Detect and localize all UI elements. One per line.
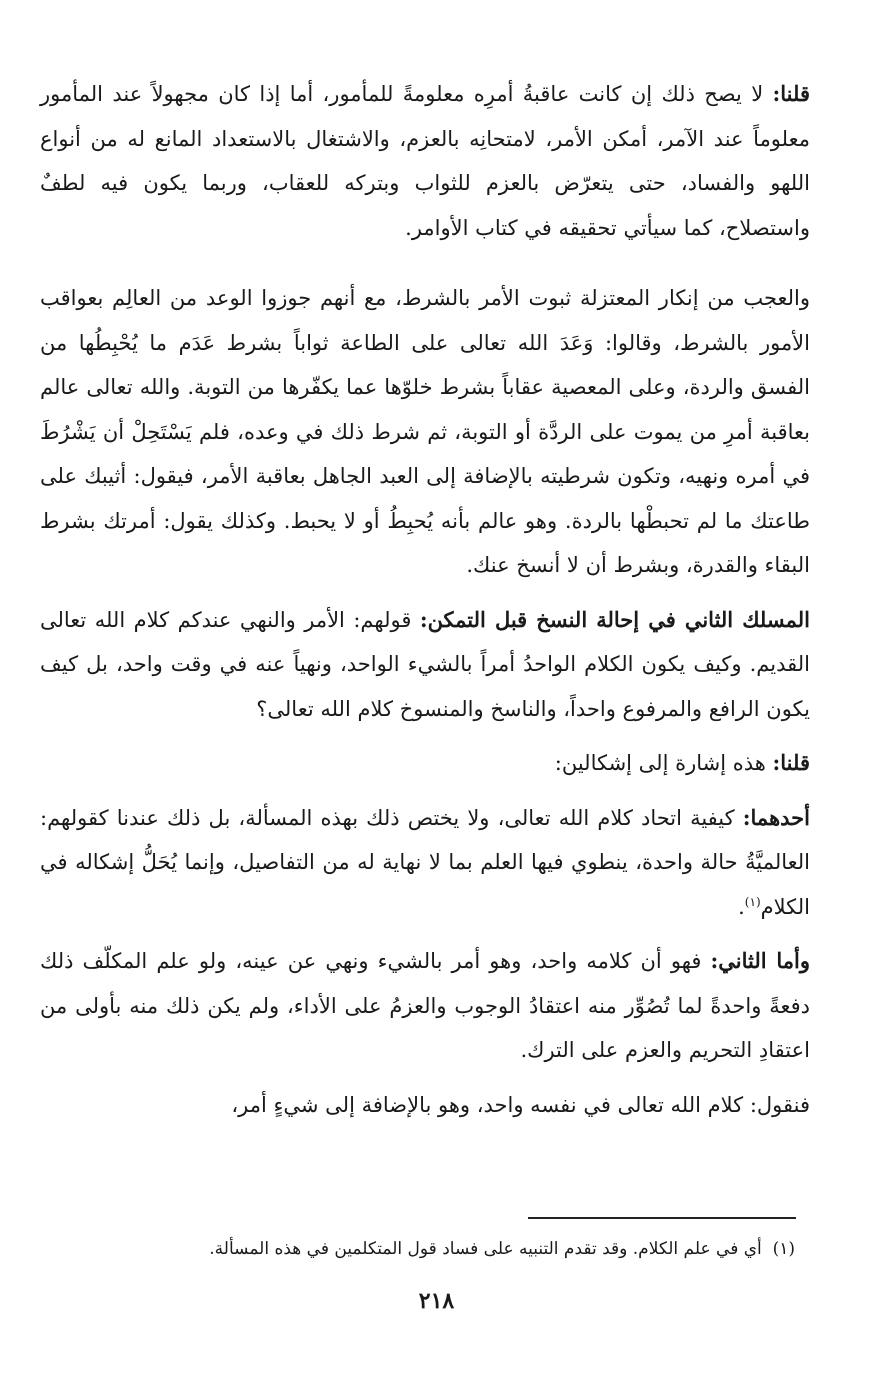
paragraph-6 (40, 939, 810, 1073)
paragraph-4-text: هذه إشارة إلى إشكالين: (554, 751, 773, 775)
paragraph-1-text: لا يصح ذلك إن كانت عاقبةُ أمرِه معلومةً للمأمور، أما إذا كان مجهولاً عند المأمور معلوماً عند الآمر، أمكن الأمر، لامتحانِه بالعزم، والاشتغال بالاستعداد المانع له من أنواع اللهو والفساد، حتى يتعرّض بالعزم للثواب وبتركه للعقاب، وربما يكون فيه لطفٌ واستصلاح، كما سيأتي تحقيقه في كتاب الأوامر. (40, 82, 810, 240)
paragraph-4-lead: قلنا: (772, 750, 810, 775)
paragraph-5-lead: أحدهما: (742, 804, 810, 830)
paragraph-3 (40, 598, 810, 732)
paragraph-1 (40, 72, 810, 250)
footnote-marker: (١) (772, 1239, 795, 1259)
paragraph-2-text: والعجب من إنكار المعتزلة ثبوت الأمر بالشرط، مع أنهم جوزوا الوعد من العالِم بعواقب الأمور بالشرط، وقالوا: وَعَدَ الله تعالى على الطاعة ثواباً بشرط عَدَم ما يُحْبِطُها من الفسق والردة، وعلى المعصية عقاباً بشرط خلوّها عما يكفّرها من التوبة. والله تعالى عالم بعاقبة أمرِ من يموت على الردَّة أو التوبة، ثم شرط ذلك في وعده، فلم يَسْتَحِلْ أن يَشْرُطَ في أمره ونهيه، وتكون شرطيته بالإضافة إلى العبد الجاهل بعاقبة الأمر، فيقول: أثيبك على طاعتك ما لم تحبطْها بالردة. وهو عالم بأنه يُحبِطُ أو لا يحبط. وكذلك يقول: أمرتك بشرط البقاء والقدرة، وبشرط أن لا أنسخ عنك. (40, 286, 810, 577)
page-body (40, 72, 810, 1127)
footnote (40, 1234, 795, 1264)
footnote-text: أي في علم الكلام. وقد تقدم التنبيه على فساد قول المتكلمين في هذه المسألة. (209, 1239, 762, 1259)
paragraph-5-tail: . (738, 894, 745, 919)
paragraph-6-text: فهو أن كلامه واحد، وهو أمر بالشيء ونهي عن عينه، ولو علم المكلّف ذلك دفعةً واحدةً لما تُصُوِّر منه اعتقادُ الوجوب والعزمُ على الأداء، ولم يكن ذلك منه بأولى من اعتقادِ التحريم والعزم على الترك. (40, 949, 810, 1062)
paragraph-3-lead: المسلك الثاني في إحالة النسخ قبل التمكن: (419, 606, 810, 632)
paragraph-7 (40, 1083, 810, 1128)
paragraph-6-lead: وأما الثاني: (710, 948, 810, 973)
paragraph-5-text: كيفية اتحاد كلام الله تعالى، ولا يختص ذلك بهذه المسألة، بل ذلك عندنا كقولهم: العالميَّةُ حالة واحدة، ينطوي فيها العلم بما لا نهاية له من التفاصيل، وإنما يُحَلُّ إشكاله في الكلام (40, 805, 810, 919)
footnote-reference-mark: (١) (744, 894, 761, 909)
paragraph-5 (40, 796, 810, 930)
paragraph-3-text: قولهم: الأمر والنهي عندكم كلام الله تعالى القديم. وكيف يكون الكلام الواحدُ أمراً بالشيء الواحد، ونهياً عنه في وقت واحد، بل كيف يكون الرافع والمرفوع واحداً، والناسخ والمنسوخ كلام الله تعالى؟ (40, 607, 810, 721)
paragraph-7-text: فنقول: كلام الله تعالى في نفسه واحد، وهو بالإضافة إلى شيءٍ أمر، (231, 1092, 810, 1117)
paragraph-1-lead: قلنا: (772, 81, 810, 106)
paragraph-4 (40, 741, 810, 786)
footnote-divider (528, 1217, 796, 1219)
paragraph-2 (40, 276, 810, 588)
page-number: ٢١٨ (418, 1288, 455, 1314)
